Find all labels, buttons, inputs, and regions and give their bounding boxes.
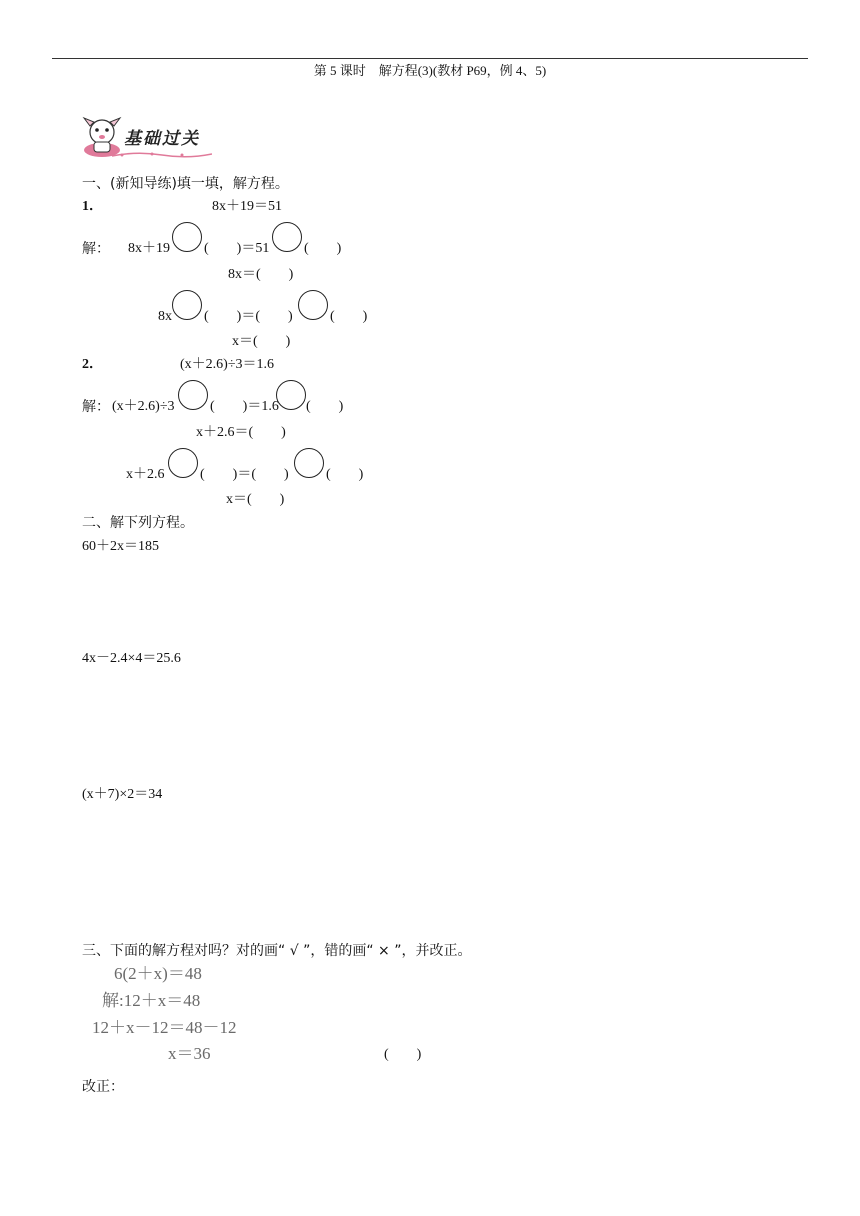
banner-title: 基础过关 [124, 129, 200, 149]
operator-circle[interactable] [272, 222, 302, 252]
proof-line-2: 解:12＋x＝48 [102, 991, 201, 1010]
proof-line-1: 6(2＋x)＝48 [114, 964, 202, 983]
q2-step3-right: ( ) [326, 467, 364, 482]
banner-underline [112, 150, 212, 160]
q1-solution-label: 解： [82, 241, 110, 257]
q2-step1-mid: ( )＝1.6 [210, 399, 279, 414]
q1-step4: x＝( ) [232, 334, 291, 349]
answer-blank[interactable]: ( ) [384, 1047, 422, 1062]
page-header: 第 5 课时 解方程(3)(教材 P69，例 4、5) [313, 63, 547, 78]
q2-equation: (x＋2.6)÷3＝1.6 [180, 357, 275, 372]
q2-solution-label: 解： [82, 399, 110, 415]
q1-step3-mid: ( )＝( ) [204, 309, 293, 324]
header-rule [52, 58, 808, 59]
q1-step3-left: 8x [158, 309, 172, 324]
proof-line-3: 12＋x－12＝48－12 [92, 1018, 237, 1037]
section3-heading: 三、下面的解方程对吗？对的画“ √ ”，错的画“ × ”，并改正。 [82, 943, 472, 959]
section2-heading: 二、解下列方程。 [82, 515, 194, 531]
equation-2: 4x－2.4×4＝25.6 [82, 651, 181, 666]
q2-step3-mid: ( )＝( ) [200, 467, 289, 482]
operator-circle[interactable] [172, 290, 202, 320]
q2-step4: x＝( ) [226, 492, 285, 507]
q1-step3-right: ( ) [330, 309, 368, 324]
q2-step1-left: (x＋2.6)÷3 [112, 399, 175, 414]
q1-step1-mid: ( )＝51 [204, 241, 270, 256]
q1-number: 1． [82, 199, 103, 214]
section1-heading: 一、(新知导练)填一填，解方程。 [82, 176, 289, 192]
equation-1: 60＋2x＝185 [82, 539, 159, 554]
operator-circle[interactable] [178, 380, 208, 410]
operator-circle[interactable] [276, 380, 306, 410]
correction-label: 改正： [82, 1079, 124, 1095]
q1-step1-right: ( ) [304, 241, 342, 256]
operator-circle[interactable] [298, 290, 328, 320]
q2-number: 2． [82, 357, 103, 372]
q1-step1-left: 8x＋19 [128, 241, 170, 256]
equation-3: (x＋7)×2＝34 [82, 787, 163, 802]
proof-line-4: x＝36 [168, 1044, 211, 1063]
q2-step1-right: ( ) [306, 399, 344, 414]
operator-circle[interactable] [168, 448, 198, 478]
q1-equation: 8x＋19＝51 [212, 199, 282, 214]
q2-step3-left: x＋2.6 [126, 467, 165, 482]
operator-circle[interactable] [294, 448, 324, 478]
operator-circle[interactable] [172, 222, 202, 252]
q1-step2: 8x＝( ) [228, 267, 294, 282]
q2-step2: x＋2.6＝( ) [196, 425, 286, 440]
